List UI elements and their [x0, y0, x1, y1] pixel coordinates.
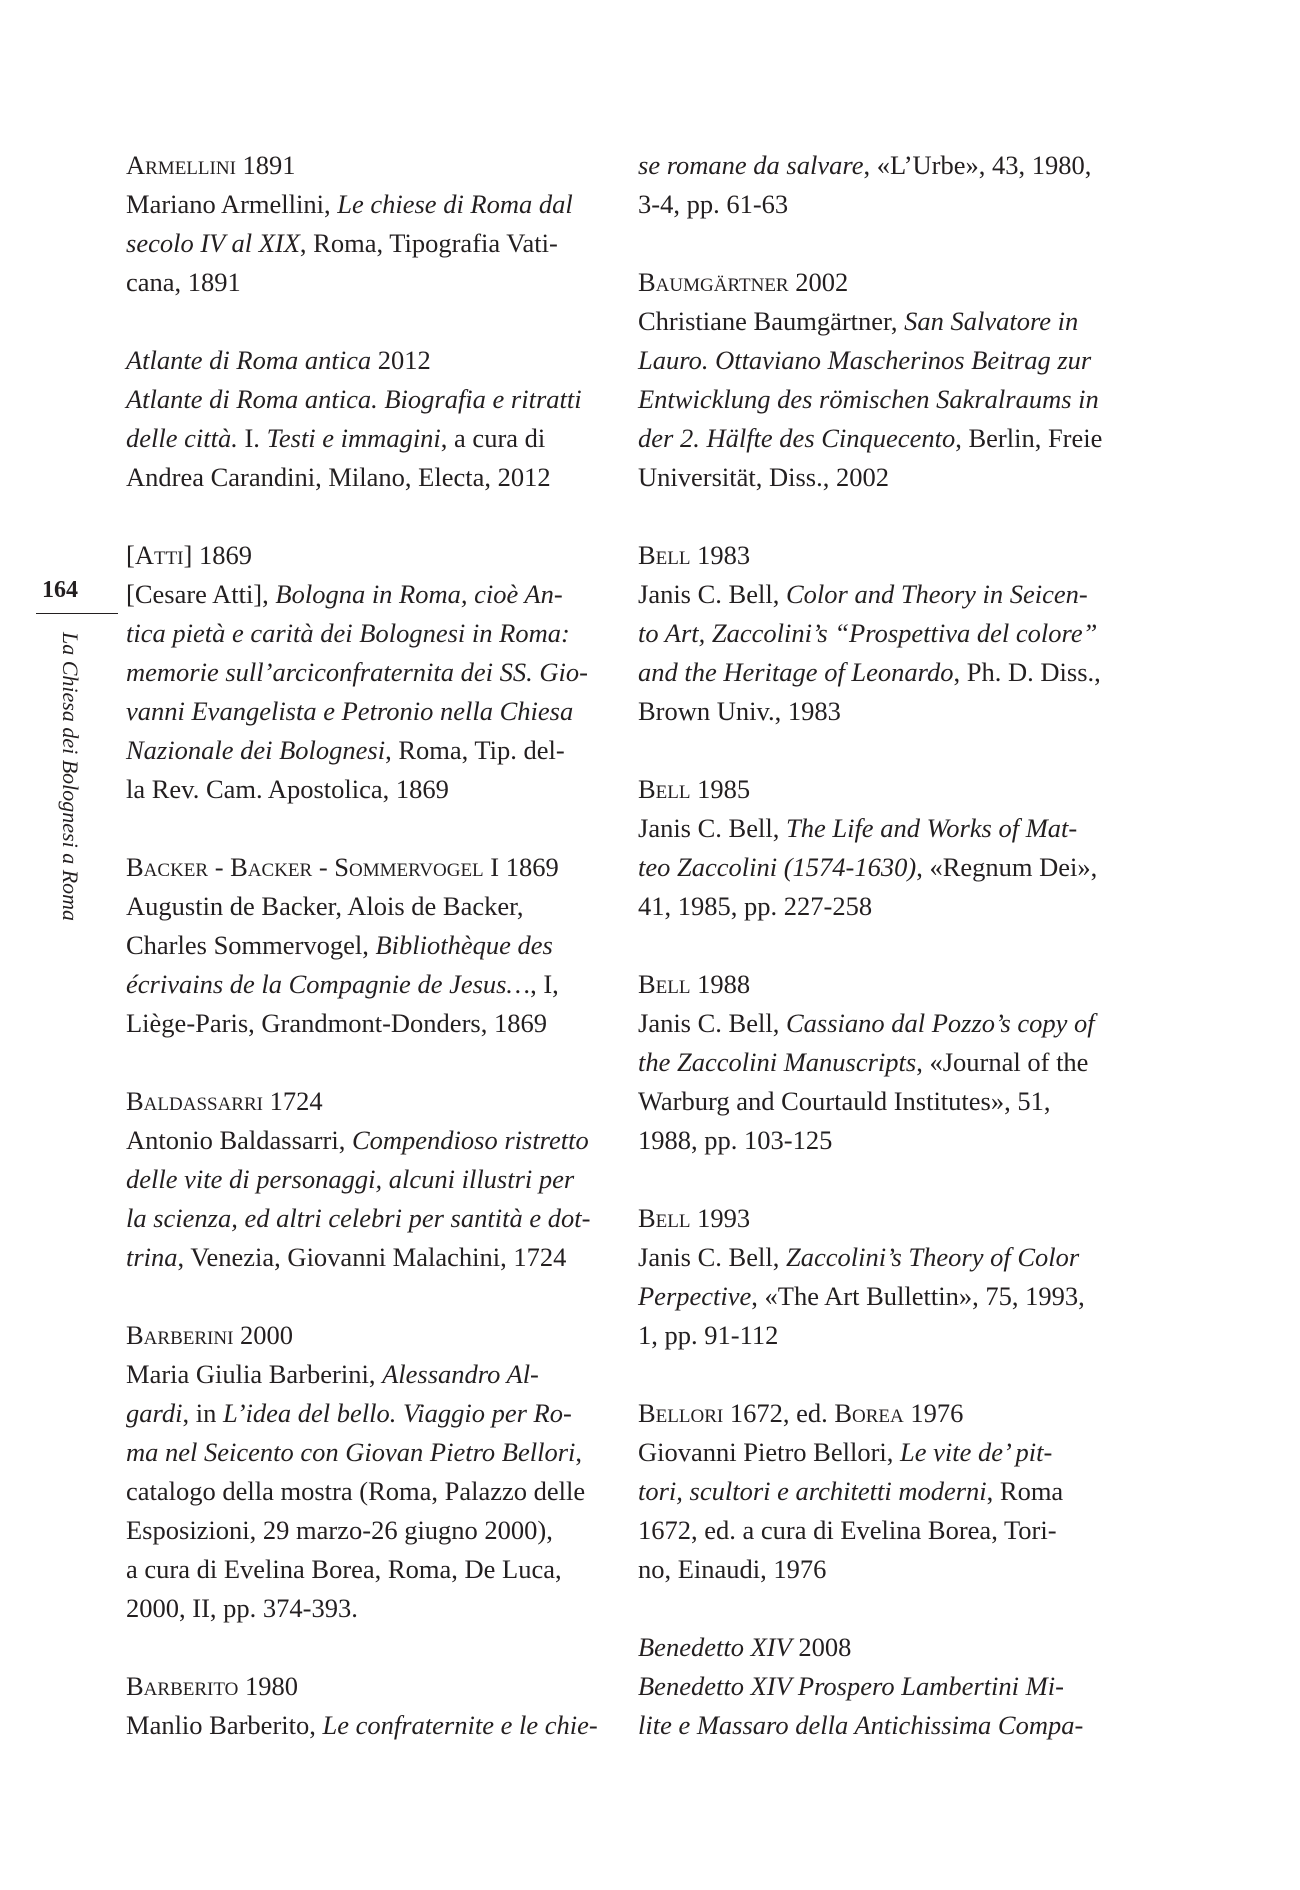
italic-text-run: Testi e immagini: [266, 423, 441, 453]
entry-line: [638, 380, 1114, 419]
entry-line: [126, 614, 602, 653]
italic-text-run: der 2. Hälfte des Cinquecento: [638, 423, 956, 453]
italic-text-run: Le confraternite e le chie-: [322, 1710, 598, 1740]
entry-heading: [126, 1667, 602, 1706]
entry-heading: [126, 146, 602, 185]
entry-heading: [638, 263, 1114, 302]
small-caps-text-run: Borea: [834, 1398, 904, 1428]
entry-line: [638, 1277, 1114, 1316]
entry-line: [126, 224, 602, 263]
small-caps-text-run: Armellini: [126, 150, 236, 180]
italic-text-run: San Salvatore in: [904, 306, 1079, 336]
text-run: Warburg and Courtauld Institutes», 51,: [638, 1086, 1051, 1116]
entry-line: [638, 1472, 1114, 1511]
entry-line: [638, 146, 1114, 185]
text-run: a cura di Evelina Borea, Roma, De Luca,: [126, 1554, 562, 1584]
bibliography-entry: [126, 341, 602, 497]
entry-line: [638, 1706, 1114, 1745]
text-run: Maria Giulia Barberini,: [126, 1359, 383, 1389]
entry-line: [638, 1004, 1114, 1043]
text-run: Janis C. Bell,: [638, 1008, 786, 1038]
text-run: 2008: [791, 1632, 852, 1662]
text-run: Mariano Armellini,: [126, 189, 338, 219]
text-run: cana, 1891: [126, 267, 241, 297]
text-run: , Berlin, Freie: [955, 423, 1103, 453]
italic-text-run: Alessandro Al-: [382, 1359, 539, 1389]
entry-line: [638, 1511, 1114, 1550]
text-run: , «The Art Bullettin», 75, 1993,: [751, 1281, 1085, 1311]
bibliography-entry: [126, 536, 602, 809]
italic-text-run: tori, scultori e architetti moderni: [638, 1476, 987, 1506]
text-run: , Roma: [986, 1476, 1064, 1506]
entry-heading: [126, 848, 602, 887]
entry-line: [638, 1082, 1114, 1121]
italic-text-run: Bologna in Roma, cioè An-: [275, 579, 563, 609]
italic-text-run: delle vite di personaggi, alcuni illustri per: [126, 1164, 575, 1194]
small-caps-text-run: Barberini: [126, 1320, 234, 1350]
entry-heading: [126, 1082, 602, 1121]
text-run: , I,: [530, 969, 559, 999]
italic-text-run: the Zaccolini Manuscripts: [638, 1047, 917, 1077]
bibliography-entry: [126, 1316, 602, 1628]
text-run: , a cura di: [440, 423, 546, 453]
entry-heading: [638, 1394, 1114, 1433]
italic-text-run: Benedetto XIV Prospero Lambertini Mi-: [638, 1671, 1064, 1701]
bibliography-column-left: [126, 146, 602, 1784]
entry-line: [126, 731, 602, 770]
entry-line: [638, 848, 1114, 887]
text-run: 41, 1985, pp. 227-258: [638, 891, 873, 921]
entry-line: [126, 263, 602, 302]
entry-line: [638, 341, 1114, 380]
text-run: , «Regnum Dei»,: [916, 852, 1098, 882]
entry-line: [126, 1394, 602, 1433]
bibliography-entry: [638, 770, 1114, 926]
text-run: , Ph. D. Diss.,: [953, 657, 1101, 687]
entry-line: [638, 1667, 1114, 1706]
text-run: [Cesare Atti],: [126, 579, 276, 609]
italic-text-run: Le vite de’ pit-: [900, 1437, 1053, 1467]
italic-text-run: L’idea del bello. Viaggio per Ro-: [222, 1398, 572, 1428]
running-title: La Chiesa dei Bolognesi a Roma: [58, 632, 83, 922]
text-run: Janis C. Bell,: [638, 1242, 786, 1272]
text-run: I 1869: [483, 852, 559, 882]
text-run: [: [126, 540, 135, 570]
text-run: , in: [182, 1398, 223, 1428]
entry-heading: [126, 536, 602, 575]
entry-line: [126, 1550, 602, 1589]
entry-line: [126, 1472, 602, 1511]
entry-line: [638, 1043, 1114, 1082]
margin-rule: [36, 613, 118, 614]
entry-line: [126, 1238, 602, 1277]
text-run: Giovanni Pietro Bellori,: [638, 1437, 901, 1467]
entry-heading: [126, 341, 602, 380]
text-run: 1980: [238, 1671, 298, 1701]
italic-text-run: Cassiano dal Pozzo’s copy of: [785, 1008, 1095, 1038]
text-run: 1988, pp. 103-125: [638, 1125, 833, 1155]
entry-heading: [638, 1628, 1114, 1667]
italic-text-run: teo Zaccolini (1574-1630): [638, 852, 917, 882]
text-run: , Roma, Tip. del-: [385, 735, 565, 765]
text-run: ] 1869: [183, 540, 252, 570]
text-run: Augustin de Backer, Alois de Backer,: [126, 891, 524, 921]
italic-text-run: ma nel Seicento con Giovan Pietro Bellori: [126, 1437, 576, 1467]
text-run: , Venezia, Giovanni Malachini, 1724: [177, 1242, 567, 1272]
small-caps-text-run: Bell: [638, 774, 691, 804]
entry-line: [638, 614, 1114, 653]
italic-text-run: Bibliothèque des: [375, 930, 553, 960]
text-run: 2002: [788, 267, 849, 297]
small-caps-text-run: Atti: [134, 540, 184, 570]
bibliography-entry: [638, 263, 1114, 497]
italic-text-run: gardi: [126, 1398, 183, 1428]
entry-heading: [638, 536, 1114, 575]
bibliography-entry: [126, 848, 602, 1043]
entry-line: [126, 1589, 602, 1628]
text-run: Brown Univ., 1983: [638, 696, 841, 726]
bibliography-entry: [638, 536, 1114, 731]
entry-line: [638, 185, 1114, 224]
entry-line: [126, 458, 602, 497]
text-run: 1976: [903, 1398, 964, 1428]
entry-line: [126, 887, 602, 926]
italic-text-run: trina: [126, 1242, 178, 1272]
text-run: Christiane Baumgärtner,: [638, 306, 905, 336]
entry-line: [126, 926, 602, 965]
small-caps-text-run: Bell: [638, 1203, 691, 1233]
entry-line: [126, 770, 602, 809]
text-run: 1672, ed. a cura di Evelina Borea, Tori-: [638, 1515, 1057, 1545]
entry-line: [638, 1316, 1114, 1355]
italic-text-run: delle città.: [126, 423, 238, 453]
entry-line: [126, 380, 602, 419]
bibliography-entry: [638, 1394, 1114, 1589]
entry-line: [638, 1550, 1114, 1589]
italic-text-run: Perpective: [638, 1281, 752, 1311]
italic-text-run: lite e Massaro della Antichissima Compa-: [638, 1710, 1084, 1740]
entry-line: [126, 1160, 602, 1199]
italic-text-run: Lauro. Ottaviano Mascherinos Beitrag zur: [638, 345, 1092, 375]
entry-heading: [638, 1199, 1114, 1238]
italic-text-run: écrivains de la Compagnie de Jesus…: [126, 969, 531, 999]
small-caps-text-run: Bell: [638, 540, 691, 570]
bibliography-entry: [638, 146, 1114, 224]
entry-line: [638, 458, 1114, 497]
entry-heading: [126, 1316, 602, 1355]
text-run: 2012: [371, 345, 431, 375]
bibliography-entry: [638, 965, 1114, 1160]
small-caps-text-run: Baldassarri: [126, 1086, 263, 1116]
entry-heading: [638, 770, 1114, 809]
bibliography-entry: [638, 1199, 1114, 1355]
entry-line: [126, 1433, 602, 1472]
text-run: 1985: [690, 774, 751, 804]
text-run: 1993: [690, 1203, 751, 1233]
text-run: 2000: [233, 1320, 294, 1350]
entry-line: [126, 1355, 602, 1394]
italic-text-run: memorie sull’arciconfraternita dei SS. Gio-: [126, 657, 588, 687]
small-caps-text-run: Barberito: [126, 1671, 239, 1701]
italic-text-run: and the Heritage of Leonardo: [638, 657, 954, 687]
bibliography-entry: [126, 146, 602, 302]
italic-text-run: secolo IV al XIX: [126, 228, 300, 258]
italic-text-run: la scienza, ed altri celebri per santità e dot-: [126, 1203, 591, 1233]
small-caps-text-run: Bellori: [638, 1398, 724, 1428]
small-caps-text-run: Baumgärtner: [638, 267, 789, 297]
text-run: Manlio Barberito,: [126, 1710, 323, 1740]
text-run: 1, pp. 91-112: [638, 1320, 779, 1350]
text-run: la Rev. Cam. Apostolica, 1869: [126, 774, 449, 804]
entry-line: [638, 1433, 1114, 1472]
page-number: 164: [42, 577, 78, 603]
text-run: Janis C. Bell,: [638, 579, 786, 609]
text-run: no, Einaudi, 1976: [638, 1554, 827, 1584]
italic-text-run: tica pietà e carità dei Bolognesi in Roma:: [126, 618, 570, 648]
italic-text-run: to Art, Zaccolini’s “Prospettiva del colore”: [638, 618, 1098, 648]
text-run: 2000, II, pp. 374-393.: [126, 1593, 358, 1623]
entry-line: [638, 575, 1114, 614]
text-run: Charles Sommervogel,: [126, 930, 376, 960]
italic-text-run: Color and Theory in Seicen-: [785, 579, 1088, 609]
italic-text-run: Zaccolini’s Theory of Color: [785, 1242, 1080, 1272]
italic-text-run: The Life and Works of Mat-: [785, 813, 1078, 843]
text-run: , «Journal of the: [916, 1047, 1089, 1077]
text-run: I.: [237, 423, 267, 453]
entry-line: [126, 575, 602, 614]
italic-text-run: se romane da salvare: [638, 150, 864, 180]
entry-line: [638, 419, 1114, 458]
entry-line: [126, 1706, 602, 1745]
italic-text-run: Nazionale dei Bolognesi: [126, 735, 386, 765]
entry-line: [126, 1004, 602, 1043]
text-run: 3-4, pp. 61-63: [638, 189, 789, 219]
entry-line: [638, 1121, 1114, 1160]
text-run: catalogo della mostra (Roma, Palazzo delle: [126, 1476, 586, 1506]
text-run: Esposizioni, 29 marzo-26 giugno 2000),: [126, 1515, 553, 1545]
text-run: 1891: [235, 150, 296, 180]
italic-text-run: Entwicklung des römischen Sakralraums in: [638, 384, 1099, 414]
text-run: Andrea Carandini, Milano, Electa, 2012: [126, 462, 551, 492]
entry-line: [126, 965, 602, 1004]
italic-text-run: vanni Evangelista e Petronio nella Chiesa: [126, 696, 574, 726]
text-run: 1983: [690, 540, 751, 570]
italic-text-run: Le chiese di Roma dal: [337, 189, 573, 219]
italic-text-run: Atlante di Roma antica: [126, 345, 372, 375]
bibliography-entry: [126, 1667, 602, 1745]
italic-text-run: Benedetto XIV: [638, 1632, 792, 1662]
italic-text-run: Compendioso ristretto: [351, 1125, 589, 1155]
entry-line: [638, 692, 1114, 731]
text-run: Liège-Paris, Grandmont-Donders, 1869: [126, 1008, 547, 1038]
bibliography-entry: [638, 1628, 1114, 1745]
entry-line: [638, 653, 1114, 692]
text-run: Antonio Baldassarri,: [126, 1125, 352, 1155]
entry-line: [126, 692, 602, 731]
text-run: Universität, Diss., 2002: [638, 462, 889, 492]
entry-line: [638, 809, 1114, 848]
entry-line: [126, 1511, 602, 1550]
entry-line: [126, 1121, 602, 1160]
entry-line: [126, 1199, 602, 1238]
entry-line: [126, 653, 602, 692]
entry-line: [638, 887, 1114, 926]
small-caps-text-run: Bell: [638, 969, 691, 999]
entry-line: [126, 185, 602, 224]
small-caps-text-run: Backer - Backer - Sommervogel: [126, 852, 484, 882]
entry-line: [126, 419, 602, 458]
text-run: , Roma, Tipografia Vati-: [299, 228, 558, 258]
entry-heading: [638, 965, 1114, 1004]
text-run: 1988: [690, 969, 751, 999]
text-run: , «L’Urbe», 43, 1980,: [863, 150, 1092, 180]
bibliography-column-right: [638, 146, 1114, 1784]
text-run: Janis C. Bell,: [638, 813, 786, 843]
text-run: ,: [575, 1437, 583, 1467]
bibliography-entry: [126, 1082, 602, 1277]
italic-text-run: Atlante di Roma antica. Biografia e ritratti: [126, 384, 582, 414]
entry-line: [638, 1238, 1114, 1277]
text-run: 1724: [262, 1086, 323, 1116]
text-run: 1672, ed.: [723, 1398, 835, 1428]
entry-line: [638, 302, 1114, 341]
